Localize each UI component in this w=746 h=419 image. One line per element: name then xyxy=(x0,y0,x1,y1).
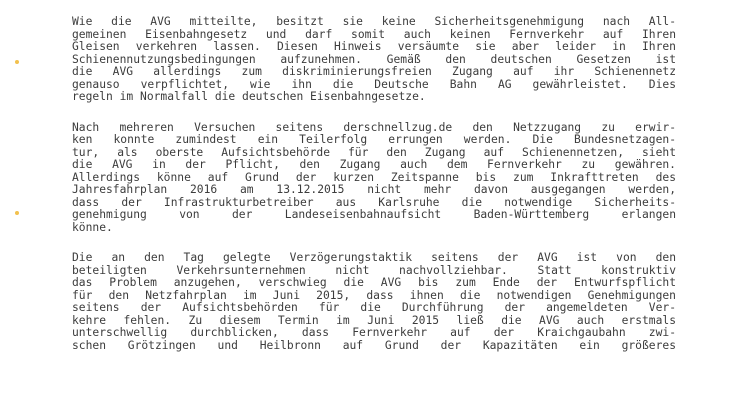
text-line: ken konnte zumindest ein Teilerfolg errungen werden. Die Bundesnetzagen- xyxy=(72,133,676,146)
paragraph-1 xyxy=(72,16,676,104)
text-line: Allerdings könne auf Grund der kurzen Zeitspanne bis zum Inkrafttreten des xyxy=(72,170,676,184)
margin-bullet-2 xyxy=(15,211,19,215)
paragraph-2 xyxy=(72,122,676,235)
text-line: Wie die AVG mitteilte, besitzt sie keine Sicherheitsgenehmigung nach All- xyxy=(72,15,676,28)
margin-bullet-1 xyxy=(15,60,19,64)
text-line: unterschwellig durchblicken, dass Fernverkehr auf der Kraichgaubahn zwi- xyxy=(72,326,676,339)
text-line: regeln im Normalfall die deutschen Eisenbahngesetze. xyxy=(72,90,426,103)
document-body xyxy=(72,16,676,370)
text-line: das Problem anzugehen, verschwieg die AVG bis zum Ende der Entwurfspflicht xyxy=(72,276,676,289)
text-line: Jahresfahrplan 2016 am 13.12.2015 nicht mehr davon ausgegangen werden, xyxy=(72,183,676,196)
text-line: Die an den Tag gelegte Verzögerungstaktik seitens der AVG ist von den xyxy=(72,251,676,264)
text-line: Nach mehreren Versuchen seitens derschnellzug.de den Netzzugang zu erwir- xyxy=(72,120,676,134)
text-line: genauso verpflichtet, wie ihn die Deutsche Bahn AG gewährleistet. Dies xyxy=(72,77,676,91)
text-line: schen Grötzingen und Heilbronn auf Grund der Kapazitäten ein größeres xyxy=(72,338,676,352)
text-line: dass der Infrastrukturbetreiber aus Karlsruhe die notwendige Sicherheits- xyxy=(72,195,676,209)
text-line: für den Netzfahrplan im Juni 2015, dass ihnen die notwendigen Genehmigungen xyxy=(72,288,676,302)
text-line: tur, als oberste Aufsichtsbehörde für den Zugang auf Schienennetzen, sieht xyxy=(72,145,676,159)
text-line: seitens der Aufsichtsbehörden für die Durchführung der angemeldeten Ver- xyxy=(72,301,676,314)
text-line: könne. xyxy=(72,220,113,234)
text-line: beteiligten Verkehrsunternehmen nicht nachvollziehbar. Statt konstruktiv xyxy=(72,263,676,277)
text-line: Gleisen verkehren lassen. Diesen Hinweis versäumte sie aber leider in Ihren xyxy=(72,40,676,53)
text-line: gemeinen Eisenbahngesetz und darf somit auch keinen Fernverkehr auf Ihren xyxy=(72,27,676,41)
text-line: die AVG allerdings zum diskriminierungsfreien Zugang auf ihr Schienennetz xyxy=(72,65,676,78)
text-line: die AVG in der Pflicht, den Zugang auch dem Fernverkehr zu gewähren. xyxy=(72,158,676,171)
text-line: kehre fehlen. Zu diesem Termin im Juni 2015 ließ die AVG auch erstmals xyxy=(72,313,676,327)
text-line: genehmigung von der Landeseisenbahnaufsicht Baden-Württemberg erlangen xyxy=(72,208,676,221)
paragraph-3 xyxy=(72,252,676,352)
text-line: Schienennutzungsbedingungen aufzunehmen. Gemäß den deutschen Gesetzen ist xyxy=(72,52,676,66)
